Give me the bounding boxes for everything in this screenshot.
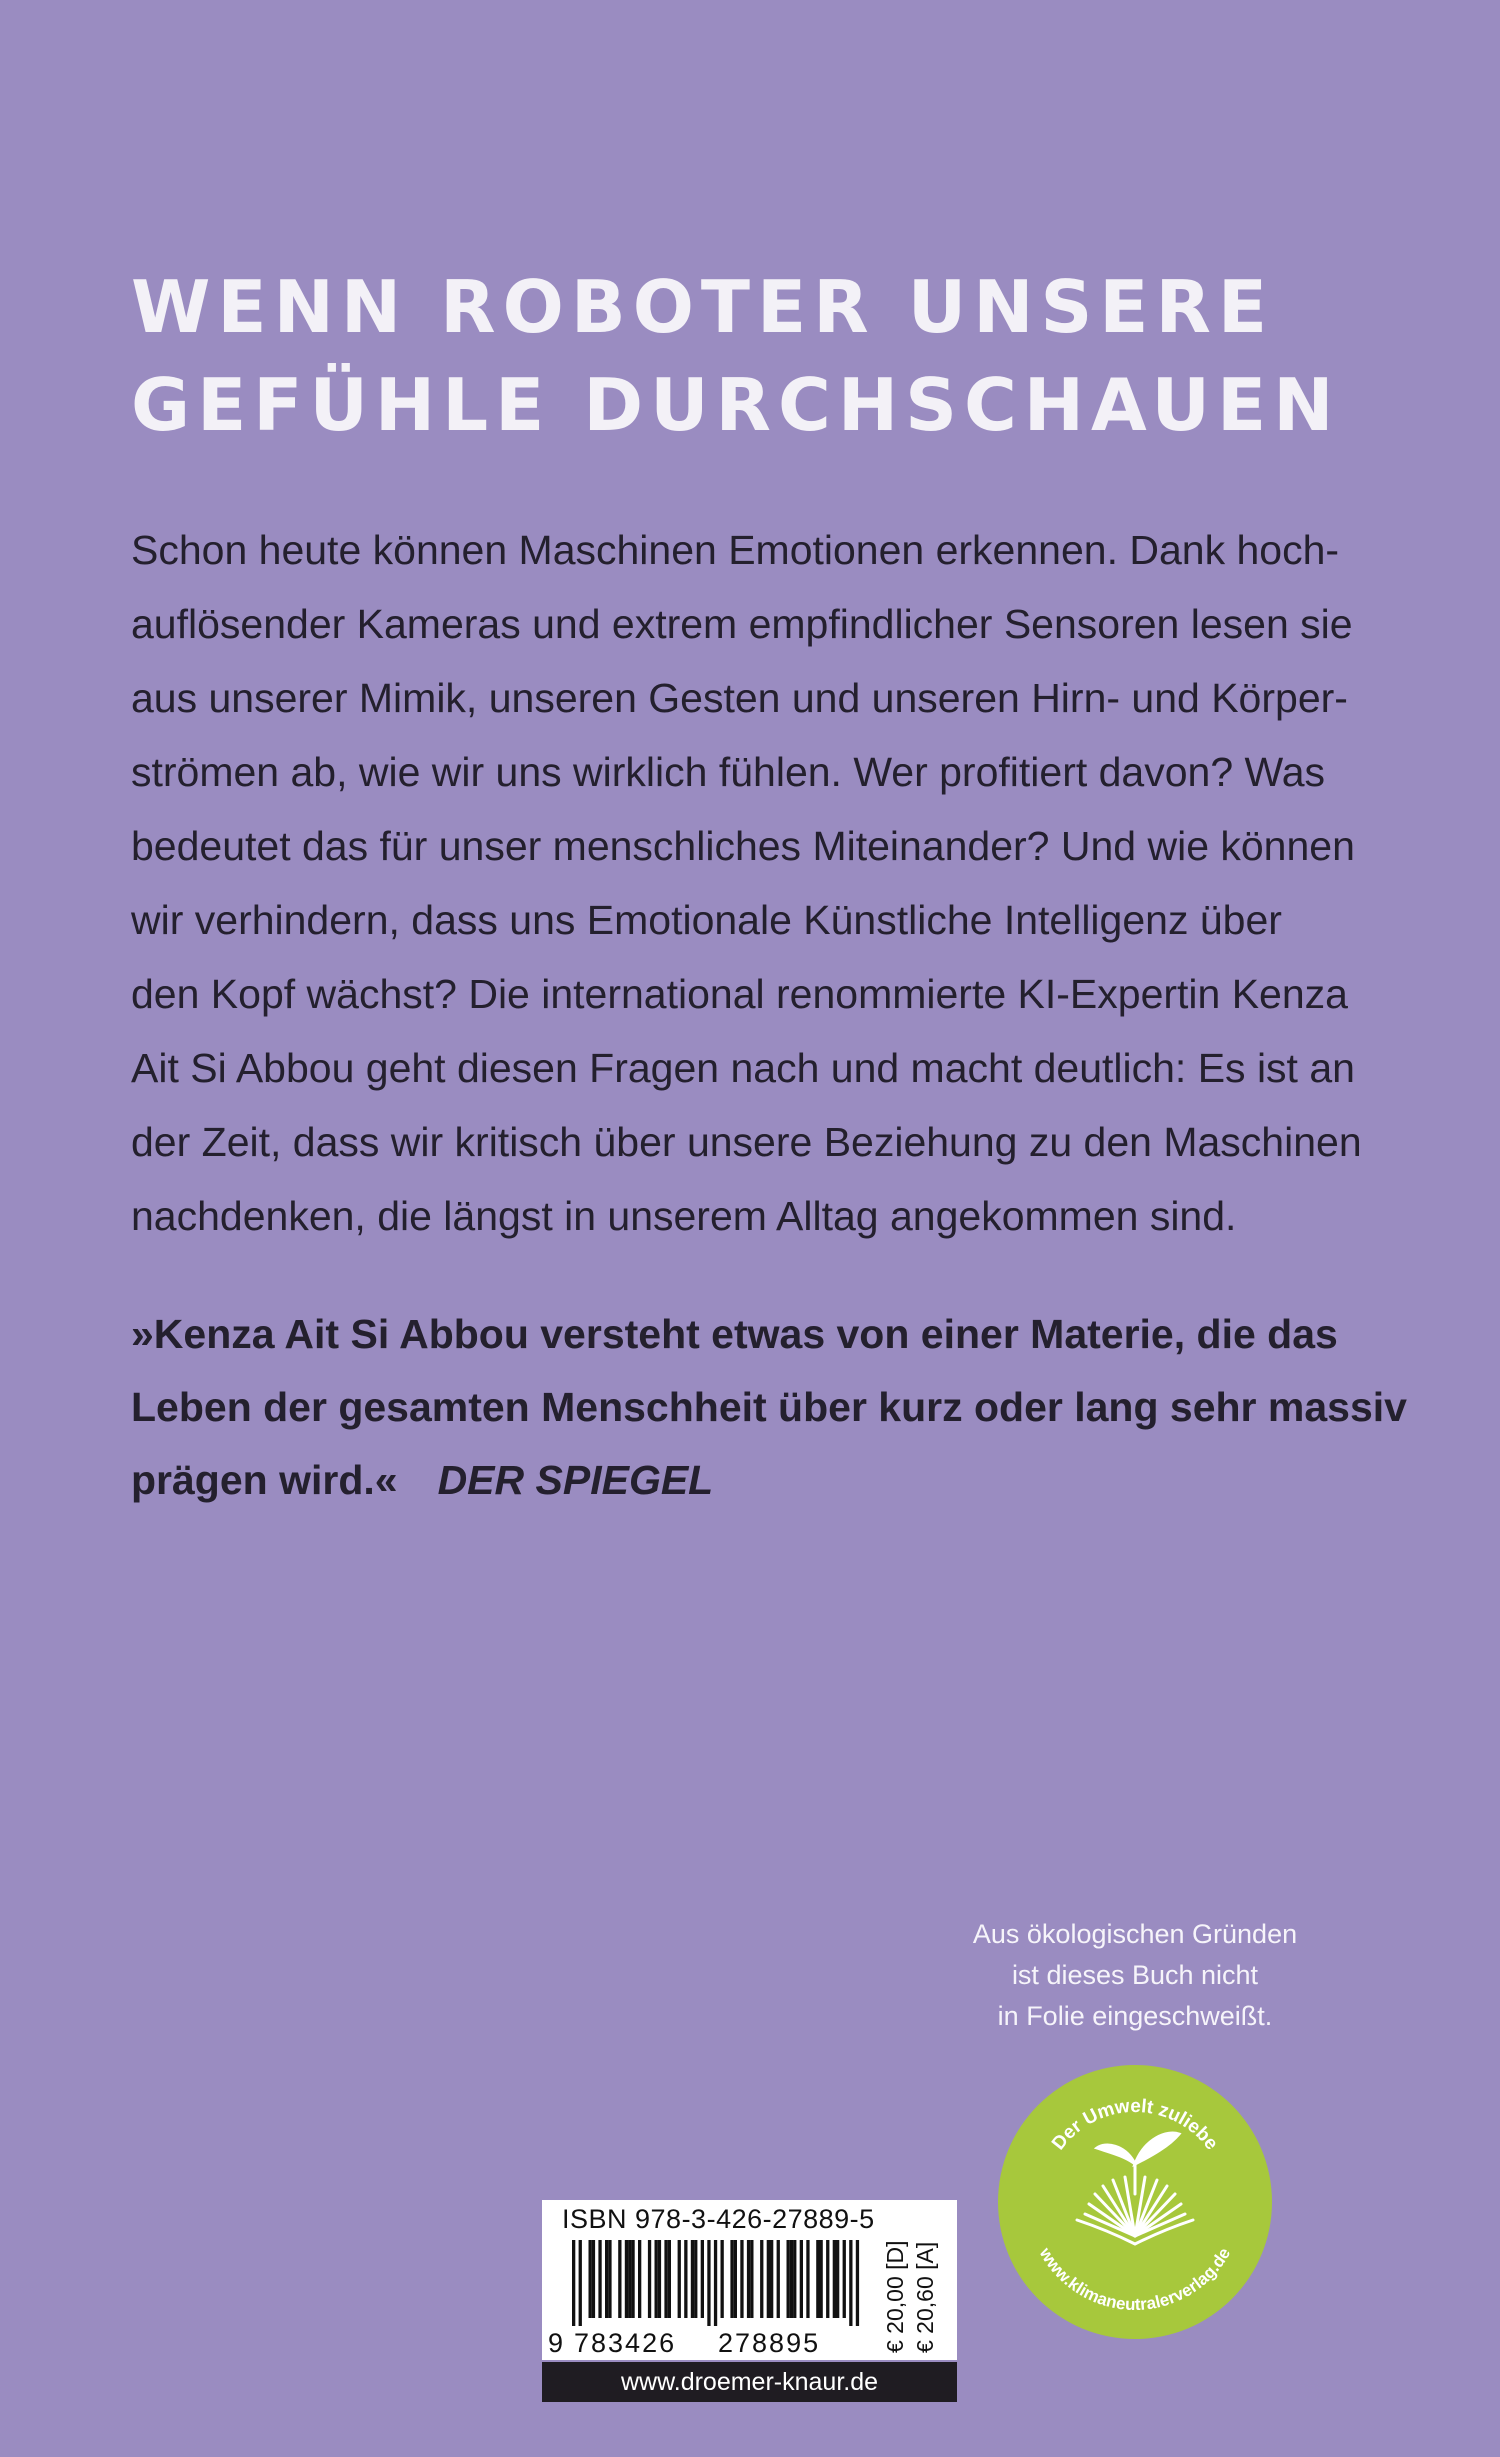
barcode-bar [668,2240,671,2318]
isbn-barcode [542,2200,957,2360]
barcode-bar [760,2240,763,2318]
barcode-bar [608,2240,611,2318]
barcode-bar [658,2240,661,2318]
price-austria: € 20,60 [A] [912,2241,938,2353]
barcode-bar [701,2240,704,2318]
barcode-bar [750,2240,753,2318]
quote-line-2: Leben der gesamten Menschheit über kurz oder lang sehr massiv [131,1384,1407,1430]
blurb-line: Schon heute können Maschinen Emotionen erkennen. Dank hoch- [131,527,1340,573]
price-germany: € 20,00 [D] [882,2240,908,2353]
isbn-label: ISBN 978-3-426-27889-5 [562,2204,875,2234]
barcode-bar [694,2240,697,2318]
barcode-bar [691,2240,694,2318]
barcode-bar [770,2240,773,2318]
barcode-bar [678,2240,681,2318]
barcode-bar [605,2240,608,2318]
blurb-line: nachdenken, die längst in unserem Alltag angekommen sind. [131,1193,1237,1239]
price-column [880,2240,950,2355]
eco-note [920,1914,1350,2037]
barcode-bar [707,2240,710,2326]
headline [131,258,1381,454]
barcode-bar [856,2240,859,2326]
eco-note-line-2: ist dieses Buch nicht [1011,1960,1259,1990]
barcode-bar [820,2240,823,2318]
barcode-bar [836,2240,839,2318]
quote-line-3-text: prägen wird.« [131,1457,398,1503]
publisher-url[interactable]: www.droemer-knaur.de [542,2362,957,2402]
barcode-bar [592,2240,595,2318]
blurb-line: der Zeit, dass wir kritisch über unsere Beziehung zu den Maschinen [131,1119,1362,1165]
barcode-bar [572,2240,575,2326]
barcode-bar [714,2240,717,2326]
headline-line-2: GEFÜHLE DURCHSCHAUEN [131,363,1341,447]
barcode-bars [572,2240,859,2326]
barcode-bar [806,2240,809,2318]
barcode-bar [631,2240,634,2318]
barcode-bar [628,2240,631,2318]
press-quote [131,1298,1407,1517]
barcode-bar [767,2240,770,2318]
blurb-line: aus unserer Mimik, unseren Gesten und unseren Hirn- und Körper- [131,675,1348,721]
barcode-right-digits: 278895 [718,2328,821,2358]
blurb-line: strömen ab, wie wir uns wirklich fühlen. Wer profitiert davon? Was [131,749,1326,795]
blurb-line: auflösender Kameras und extrem empfindlicher Sensoren lesen sie [131,601,1353,647]
badge-top-text: Der Umwelt zuliebe [1048,2095,1223,2155]
blurb-line: bedeutet das für unser menschliches Miteinander? Und wie können [131,823,1355,869]
barcode-lead-digit: 9 [548,2328,564,2358]
barcode-bar [579,2240,582,2326]
quote-line-1: »Kenza Ait Si Abbou versteht etwas von einer Materie, die das [131,1311,1338,1357]
barcode-bar [816,2240,819,2318]
barcode-bar [826,2240,829,2318]
barcode-left-digits: 783426 [574,2328,677,2358]
barcode-bar [790,2240,793,2318]
blurb-text [131,513,1381,1253]
barcode-bar [787,2240,790,2318]
barcode-bar [833,2240,836,2318]
eco-note-line-3: in Folie eingeschweißt. [997,2001,1273,2031]
barcode-bar [625,2240,628,2318]
barcode-bar [648,2240,651,2318]
barcode-bar [655,2240,658,2318]
barcode-bar [638,2240,641,2318]
barcode-bar [747,2240,750,2318]
barcode-bar [777,2240,780,2318]
barcode-bar [740,2240,743,2318]
barcode-bar [589,2240,592,2318]
barcode-bar [800,2240,803,2318]
barcode-bar [664,2240,667,2318]
badge-bottom-text: www.klimaneutralerverlag.de [1035,2244,1235,2315]
climate-neutral-badge [997,2064,1273,2340]
barcode-bar [618,2240,621,2318]
blurb-line: Ait Si Abbou geht diesen Fragen nach und macht deutlich: Es ist an [131,1045,1355,1091]
barcode-bar [730,2240,733,2318]
headline-line-1: WENN ROBOTER UNSERE [131,265,1275,349]
blurb-line: wir verhindern, dass uns Emotionale Künstliche Intelligenz über [131,897,1282,943]
quote-line-3 [131,1444,1381,1517]
blurb-line: den Kopf wächst? Die international renommierte KI-Expertin Kenza [131,971,1348,1017]
eco-note-line-1: Aus ökologischen Gründen [972,1919,1298,1949]
barcode-bar [849,2240,852,2326]
barcode-bar [793,2240,796,2318]
barcode-bar [598,2240,601,2318]
quote-source: DER SPIEGEL [437,1457,714,1503]
barcode-bar [684,2240,687,2318]
barcode-bar [721,2240,724,2318]
barcode-bar [843,2240,846,2318]
barcode-bar [734,2240,737,2318]
